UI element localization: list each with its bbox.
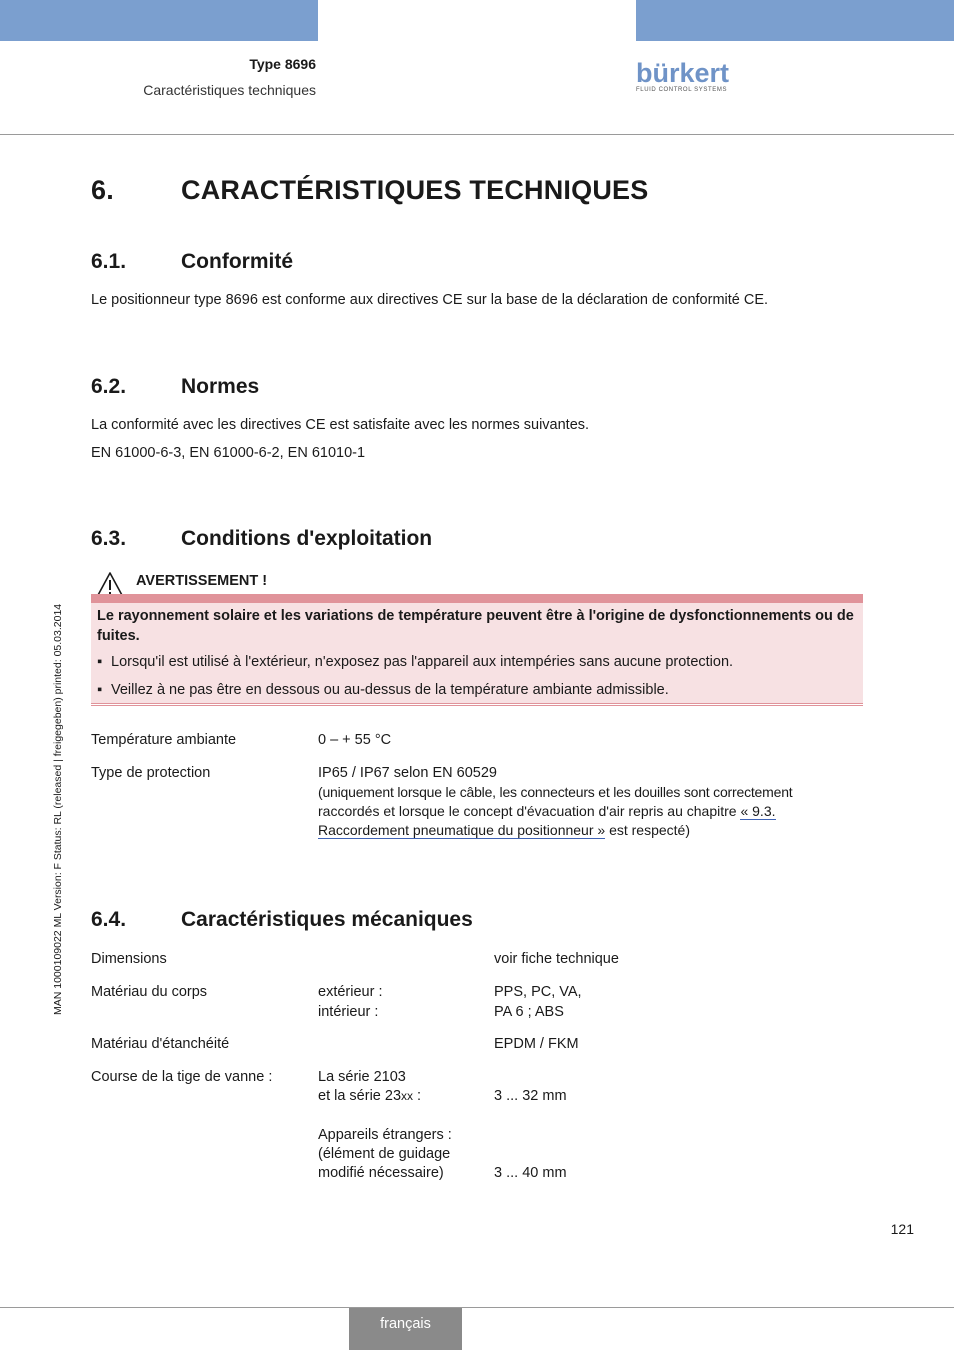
protection-label: Type de protection xyxy=(91,765,211,781)
chapter-title xyxy=(91,175,648,206)
header-divider xyxy=(0,134,954,135)
logo-word: bürkert xyxy=(636,58,730,88)
section-title: Conformité xyxy=(181,250,293,273)
warning-bottom-rule xyxy=(91,703,863,706)
header-subtitle: Caractéristiques techniques xyxy=(143,82,316,98)
stroke-foreign-2: (élément de guidage xyxy=(318,1146,451,1162)
standards-intro: La conformité avec les directives CE est satisfaite avec les normes suivantes. xyxy=(91,417,590,433)
footer-divider xyxy=(0,1307,954,1308)
chapter-link[interactable]: « 9.3. xyxy=(740,803,776,819)
body-material-label: Matériau du corps xyxy=(91,984,208,1000)
stroke-foreign-1: Appareils étrangers : xyxy=(318,1127,452,1143)
page-number: 121 xyxy=(890,1221,914,1237)
body-material-value-2: PA 6 ; ABS xyxy=(494,1004,564,1020)
body-material-exterior: extérieur : xyxy=(318,984,383,1000)
stroke-series-1: La série 2103 xyxy=(318,1069,406,1085)
section-title: Conditions d'exploitation xyxy=(181,527,433,550)
chapter-number: 6. xyxy=(91,175,114,205)
bullet-text: Veillez à ne pas être en dessous ou au-dessus de la température ambiante admissible. xyxy=(111,682,669,698)
section-6-1-heading xyxy=(91,250,293,274)
stroke-value-1: 3 ... 32 mm xyxy=(494,1088,567,1104)
stroke-series-2-colon: : xyxy=(413,1088,422,1104)
body-material-value-1: PPS, PC, VA, xyxy=(494,984,582,1000)
bullet-text: Lorsqu'il est utilisé à l'extérieur, n'exposez pas l'appareil aux intempéries sans aucune protection. xyxy=(111,654,734,670)
conformity-text: Le positionneur type 8696 est conforme aux directives CE sur la base de la déclaration de conformité CE. xyxy=(91,292,769,308)
section-number: 6.4. xyxy=(91,908,127,931)
protection-note-text: raccordés et lorsque le concept d'évacuation d'air repris au chapitre xyxy=(318,803,741,819)
seal-material-label: Matériau d'étanchéité xyxy=(91,1036,230,1052)
protection-note-line3 xyxy=(318,821,690,840)
protection-value: IP65 / IP67 selon EN 60529 xyxy=(318,765,497,781)
warning-bar xyxy=(91,594,863,603)
warning-bullet xyxy=(97,654,733,670)
logo-tagline: FLUID CONTROL SYSTEMS xyxy=(636,87,728,93)
protection-note-line1: (uniquement lorsque le câble, les connecteurs et les douilles sont correctement xyxy=(318,784,793,800)
temp-label: Température ambiante xyxy=(91,732,237,748)
standards-list: EN 61000-6-3, EN 61000-6-2, EN 61010-1 xyxy=(91,445,366,461)
header-type: Type 8696 xyxy=(249,56,316,72)
section-number: 6.1. xyxy=(91,250,127,273)
bullet-glyph: ▪ xyxy=(97,654,103,670)
seal-material-value: EPDM / FKM xyxy=(494,1036,579,1052)
section-title: Caractéristiques mécaniques xyxy=(181,908,473,931)
header-bar-right xyxy=(636,0,954,41)
stroke-series-2 xyxy=(318,1087,421,1106)
stroke-series-2-text: et la série 23 xyxy=(318,1088,402,1104)
stroke-series-2-suffix: xx xyxy=(401,1089,414,1103)
temp-value: 0 – + 55 °C xyxy=(318,732,392,748)
section-6-2-heading xyxy=(91,375,259,399)
section-title: Normes xyxy=(181,375,260,398)
dimensions-label: Dimensions xyxy=(91,951,167,967)
stroke-foreign-3: modifié nécessaire) xyxy=(318,1165,444,1181)
side-document-info: MAN 1000109022 ML Version: F Status: RL (released | freigegeben) printed: 05.03.2014 xyxy=(52,603,64,1015)
chapter-heading: CARACTÉRISTIQUES TECHNIQUES xyxy=(181,175,649,205)
section-number: 6.2. xyxy=(91,375,127,398)
dimensions-value: voir fiche technique xyxy=(494,951,619,967)
section-6-4-heading xyxy=(91,908,473,932)
burkert-logo xyxy=(636,58,736,98)
protection-note-end: est respecté) xyxy=(605,822,691,838)
section-6-3-heading xyxy=(91,527,432,551)
chapter-link[interactable]: Raccordement pneumatique du positionneur » xyxy=(318,822,606,838)
bullet-glyph: ▪ xyxy=(97,682,103,698)
stroke-value-2: 3 ... 40 mm xyxy=(494,1165,567,1181)
header-bar-left xyxy=(0,0,318,41)
language-tab: français xyxy=(349,1308,462,1350)
protection-note-line2 xyxy=(318,802,776,821)
warning-text: Le rayonnement solaire et les variations de température peuvent être à l'origine de dysfonctionnements ou de fuites. xyxy=(97,608,854,644)
warning-title: AVERTISSEMENT ! xyxy=(136,573,268,589)
stroke-label: Course de la tige de vanne : xyxy=(91,1069,273,1085)
body-material-interior: intérieur : xyxy=(318,1004,379,1020)
warning-bullet xyxy=(97,682,669,698)
section-number: 6.3. xyxy=(91,527,127,550)
